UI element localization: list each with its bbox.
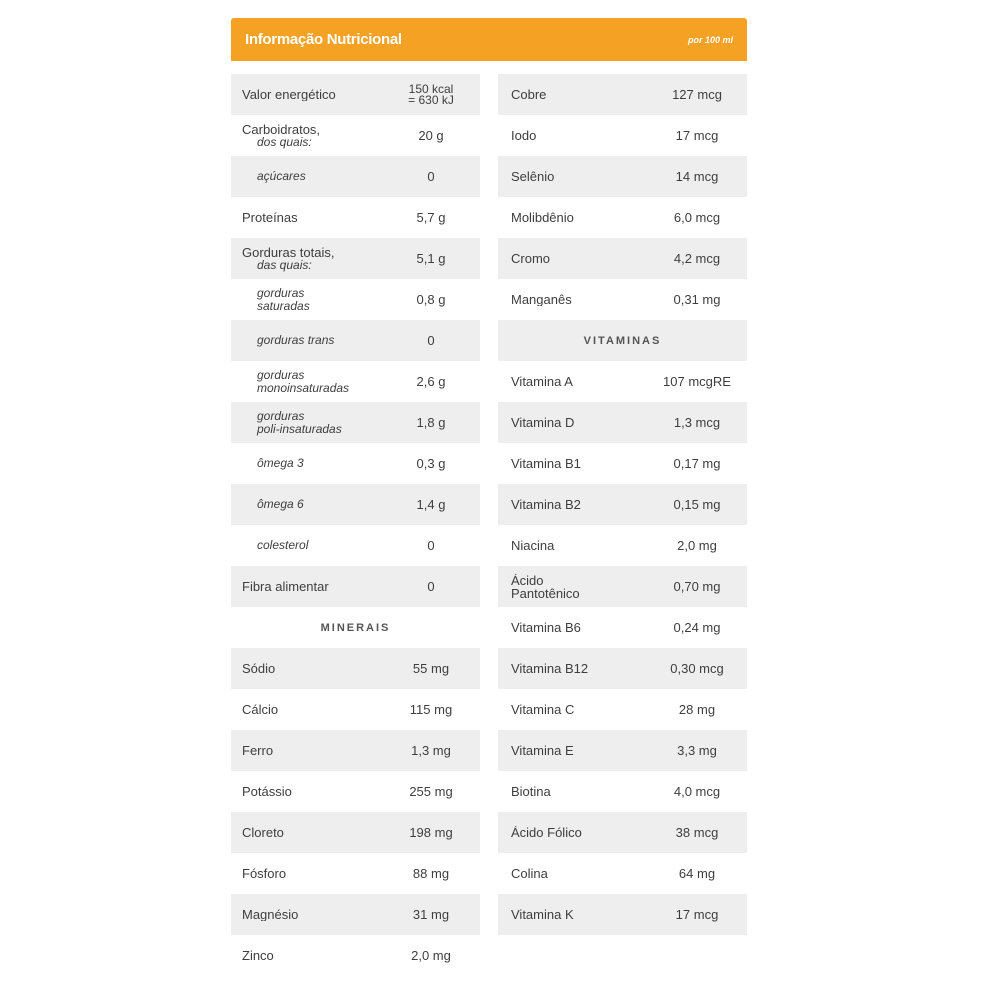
- table-row: [498, 443, 747, 484]
- table-row: [498, 689, 747, 730]
- vitamin-label: Vitamina B1: [511, 457, 581, 470]
- mineral-value: 0,31 mg: [673, 292, 721, 307]
- mineral-label: Potássio: [242, 785, 292, 798]
- nutrient-value: 0: [427, 579, 435, 594]
- nutrient-label: gorduras trans: [257, 334, 335, 347]
- vitamin-label: Biotina: [511, 785, 551, 798]
- vitamin-value: 64 mg: [678, 866, 716, 881]
- vitamin-value: 3,3 mg: [677, 743, 717, 758]
- vitamins-heading: VITAMINAS: [498, 320, 747, 361]
- mineral-label: Fósforo: [242, 867, 287, 880]
- mineral-label: Cloreto: [242, 826, 284, 839]
- vitamin-label: Vitamina B2: [511, 498, 581, 511]
- nutrient-value: 1,8 g: [416, 415, 446, 430]
- header-serving-note: por 100 ml: [687, 34, 733, 45]
- vitamin-value: 107 mcgRE: [663, 374, 731, 389]
- mineral-value: 198 mg: [409, 825, 453, 840]
- table-row: [231, 935, 480, 976]
- mineral-label: Zinco: [242, 949, 274, 962]
- table-row: [498, 197, 747, 238]
- nutrient-value: 0,3 g: [416, 456, 446, 471]
- table-row: [231, 279, 480, 320]
- vitamin-label: Vitamina A: [511, 375, 573, 388]
- table-row: [498, 771, 747, 812]
- vitamin-label: Vitamina C: [511, 703, 575, 716]
- table-row: [498, 648, 747, 689]
- table-row: [498, 894, 747, 935]
- mineral-value: 88 mg: [412, 866, 450, 881]
- mineral-value: 1,3 mg: [411, 743, 451, 758]
- table-row: [498, 238, 747, 279]
- nutrient-value: 5,7 g: [416, 210, 446, 225]
- mineral-value: 255 mg: [409, 784, 453, 799]
- nutrient-label: Carboidratos, dos quais:: [242, 122, 321, 149]
- mineral-value: 115 mg: [409, 702, 453, 717]
- mineral-label: Ferro: [242, 744, 274, 757]
- table-row: [231, 156, 480, 197]
- nutrient-value: 1,4 g: [416, 497, 446, 512]
- mineral-label: Cromo: [511, 252, 551, 265]
- mineral-value: 17 mcg: [675, 128, 719, 143]
- vitamin-value: 38 mcg: [675, 825, 719, 840]
- vitamin-value: 0,70 mg: [673, 579, 721, 594]
- table-row: [498, 566, 747, 607]
- nutrient-value: 0: [427, 169, 435, 184]
- table-row: [498, 607, 747, 648]
- nutrient-value: 150 kcal = 630 kJ: [408, 81, 454, 107]
- table-row: [498, 853, 747, 894]
- mineral-value: 55 mg: [412, 661, 450, 676]
- mineral-label: Molibdênio: [511, 211, 574, 224]
- nutrient-label: gorduras monoinsaturadas: [257, 368, 350, 395]
- table-row: [231, 648, 480, 689]
- table-row: [231, 320, 480, 361]
- mineral-value: 6,0 mcg: [673, 210, 721, 225]
- nutrient-label: Valor energético: [242, 88, 336, 101]
- mineral-label: Manganês: [511, 293, 572, 306]
- nutrient-label: açúcares: [257, 170, 306, 183]
- header-title: Informação Nutricional: [245, 31, 402, 48]
- table-row: [231, 402, 480, 443]
- nutrient-value: 0: [427, 333, 435, 348]
- vitamin-value: 0,15 mg: [673, 497, 721, 512]
- mineral-value: 127 mcg: [672, 87, 722, 102]
- left-column: [231, 74, 480, 976]
- nutrition-header: [231, 18, 747, 61]
- nutrient-label: gorduras poli-insaturadas: [257, 409, 342, 436]
- vitamin-label: Vitamina D: [511, 416, 575, 429]
- mineral-label: Cobre: [511, 88, 547, 101]
- table-row: [231, 115, 480, 156]
- table-row: [498, 156, 747, 197]
- nutrient-label: colesterol: [257, 539, 309, 552]
- table-row: [498, 74, 747, 115]
- nutrient-value: 0: [427, 538, 435, 553]
- vitamin-label: Colina: [511, 867, 548, 880]
- mineral-label: Iodo: [511, 129, 537, 142]
- vitamin-label: Vitamina B12: [511, 662, 589, 675]
- vitamin-value: 1,3 mcg: [673, 415, 721, 430]
- table-row: [498, 484, 747, 525]
- vitamin-label: Ácido Pantotênico: [511, 573, 580, 600]
- nutrient-label: ômega 3: [257, 457, 304, 470]
- nutrient-label: ômega 6: [257, 498, 304, 511]
- table-row: [498, 402, 747, 443]
- table-row: [498, 361, 747, 402]
- table-row: [231, 812, 480, 853]
- nutrient-label: Fibra alimentar: [242, 580, 329, 593]
- vitamin-label: Ácido Fólico: [511, 826, 582, 839]
- table-row: [231, 853, 480, 894]
- table-row: [231, 238, 480, 279]
- vitamin-label: Niacina: [511, 539, 555, 552]
- mineral-label: Selênio: [511, 170, 555, 183]
- table-row: [498, 730, 747, 771]
- mineral-label: Sódio: [242, 662, 276, 675]
- table-row: [231, 566, 480, 607]
- table-row: [231, 197, 480, 238]
- mineral-value: 2,0 mg: [411, 948, 451, 963]
- table-row: [231, 443, 480, 484]
- table-row: [231, 525, 480, 566]
- vitamin-label: Vitamina K: [511, 908, 574, 921]
- nutrient-label: Proteínas: [242, 211, 298, 224]
- vitamin-label: Vitamina B6: [511, 621, 581, 634]
- table-row: [231, 361, 480, 402]
- table-row: [231, 484, 480, 525]
- vitamin-value: 28 mg: [678, 702, 716, 717]
- table-row: [498, 115, 747, 156]
- nutrient-value: 20 g: [418, 128, 444, 143]
- mineral-value: 4,2 mcg: [673, 251, 721, 266]
- mineral-value: 14 mcg: [675, 169, 719, 184]
- mineral-label: Cálcio: [242, 703, 279, 716]
- vitamin-label: Vitamina E: [511, 744, 574, 757]
- mineral-value: 31 mg: [412, 907, 450, 922]
- mineral-label: Magnésio: [242, 908, 299, 921]
- vitamin-value: 17 mcg: [675, 907, 719, 922]
- table-row: [498, 812, 747, 853]
- table-row: [498, 279, 747, 320]
- nutrient-value: 2,6 g: [416, 374, 446, 389]
- vitamin-value: 2,0 mg: [677, 538, 717, 553]
- nutrient-label: Gorduras totais, das quais:: [242, 245, 335, 272]
- nutrient-value: 0,8 g: [416, 292, 446, 307]
- right-column: [498, 74, 747, 935]
- vitamin-value: 0,30 mcg: [670, 661, 724, 676]
- vitamin-value: 4,0 mcg: [673, 784, 721, 799]
- table-row: [231, 894, 480, 935]
- table-row: [231, 771, 480, 812]
- vitamin-value: 0,24 mg: [673, 620, 721, 635]
- table-row: [231, 730, 480, 771]
- vitamin-value: 0,17 mg: [673, 456, 721, 471]
- table-row: [231, 74, 480, 115]
- minerals-heading: MINERAIS: [320, 621, 391, 634]
- table-row: [498, 525, 747, 566]
- nutrient-value: 5,1 g: [416, 251, 446, 266]
- table-row: [231, 689, 480, 730]
- nutrient-label: gorduras saturadas: [257, 286, 310, 313]
